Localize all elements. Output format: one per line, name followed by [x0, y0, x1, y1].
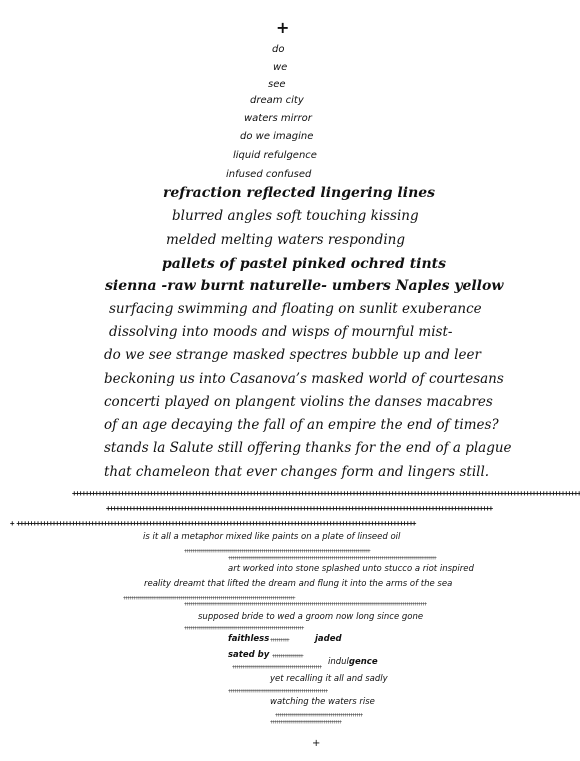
- poem-line-surfacing: surfacing swimming and floating on sunlit exuberance: [109, 301, 482, 317]
- poem-line-refraction: refraction reflected lingering lines: [163, 185, 436, 201]
- poem-line-we: we: [273, 62, 288, 73]
- plus-divider-1: ++++++++++++++++++++++++++++++++++++++++++++++++++++++++++++++++++++++++++++++++++++++++++++++++++++++++++++++++++++++++++++++++++++++++++++++++++++++++++++++: [72, 489, 580, 498]
- poem-line-do-we-imagine: do we imagine: [240, 131, 314, 142]
- dotted-divider-5: +++++++++++++++++++++++++++++++++++++++++++++++++++++++++++: [184, 625, 303, 632]
- poem-line-la-salute: stands la Salute still offering thanks for the end of a plague: [104, 440, 512, 456]
- top-cross: +: [276, 18, 290, 37]
- plus-divider-2: ++++++++++++++++++++++++++++++++++++++++++++++++++++++++++++++++++++++++++++++++++++++++++++++++++++++++++++++++++++++++: [106, 504, 492, 513]
- poem-line-sienna: sienna -raw burnt naturelle- umbers Naples yellow: [105, 278, 504, 294]
- dotted-divider-3: +++++++++++++++++++++++++++++++++++++++++++++++++++++++++++++++++++++++++++++++++++++: [123, 595, 295, 602]
- poem-line-melded-melting: melded melting waters responding: [166, 232, 405, 248]
- bottom-cross: +: [312, 738, 321, 749]
- poem-line-beckoning: beckoning us into Casanova’s masked world of courtesans: [104, 371, 504, 387]
- plus-divider-3: + ++++++++++++++++++++++++++++++++++++++++++++++++++++++++++++++++++++++++++++++++++++++++++++++++++++++++++++++++++++++++++++: [10, 519, 416, 528]
- dotted-divider-2: +++++++++++++++++++++++++++++++++++++++++++++++++++++++++++++++++++++++++++++++++++++++++++++++++++++++: [228, 555, 436, 562]
- dotted-divider-sated: +++++++++++++++: [272, 653, 303, 660]
- dotted-divider-6: ++++++++++++++++++++++++++++++++++++++++++++: [232, 664, 321, 671]
- poem-line-concerti: concerti played on plangent violins the danses macabres: [104, 394, 493, 410]
- poem-line-reality-dreamt: reality dreamt that lifted the dream and flung it into the arms of the sea: [144, 579, 453, 589]
- poem-line-age-decaying: of an age decaying the fall of an empire the end of times?: [104, 417, 499, 433]
- poem-word-faithless: faithless: [228, 634, 270, 644]
- poem-line-dissolving: dissolving into moods and wisps of mournful mist-: [109, 324, 453, 340]
- poem-line-waters-mirror: waters mirror: [244, 113, 312, 124]
- poem-line-chameleon: that chameleon that ever changes form and lingers still.: [104, 464, 490, 480]
- poem-line-yet-recalling: yet recalling it all and sadly: [270, 674, 388, 684]
- poem-line-do: do: [272, 44, 285, 55]
- poem-word-gence: gence: [348, 657, 378, 667]
- poem-line-blurred-angles: blurred angles soft touching kissing: [172, 208, 419, 224]
- poem-line-liquid-refulgence: liquid refulgence: [233, 150, 317, 161]
- poem-line-strange-masked: do we see strange masked spectres bubble up and leer: [104, 347, 481, 363]
- poem-line-watching-waters: watching the waters rise: [270, 697, 375, 707]
- dotted-divider-9: +++++++++++++++++++++++++++++++++++: [270, 719, 341, 726]
- dotted-divider-7: +++++++++++++++++++++++++++++++++++++++++++++++++: [228, 688, 327, 695]
- dotted-divider-1: ++++++++++++++++++++++++++++++++++++++++++++++++++++++++++++++++++++++++++++++++++++++++++++: [184, 548, 370, 555]
- poem-word-sated-by: sated by: [228, 650, 270, 660]
- poem-line-see: see: [268, 79, 286, 90]
- poem-line-pallets-of-pastel: pallets of pastel pinked ochred tints: [162, 256, 447, 272]
- poem-line-art-worked: art worked into stone splashed unto stucco a riot inspired: [228, 564, 474, 574]
- poem-line-supposed-bride: supposed bride to wed a groom now long since gone: [198, 612, 424, 622]
- dotted-divider-8: +++++++++++++++++++++++++++++++++++++++++++: [275, 712, 362, 719]
- poem-word-indulgence: [328, 651, 378, 667]
- dotted-divider-faithless: +++++++++: [270, 637, 289, 644]
- poem-line-infused-confused: infused confused: [226, 169, 312, 180]
- dotted-divider-4: ++++++++++++++++++++++++++++++++++++++++++++++++++++++++++++++++++++++++++++++++++++++++++++++++++++++++++++++++++++++++: [184, 601, 426, 608]
- poem-word-indul: indul: [328, 657, 349, 667]
- poem-line-metaphor: is it all a metaphor mixed like paints on a plate of linseed oil: [143, 532, 401, 542]
- poem-line-dream-city: dream city: [250, 95, 304, 106]
- poem-word-jaded: jaded: [315, 634, 342, 644]
